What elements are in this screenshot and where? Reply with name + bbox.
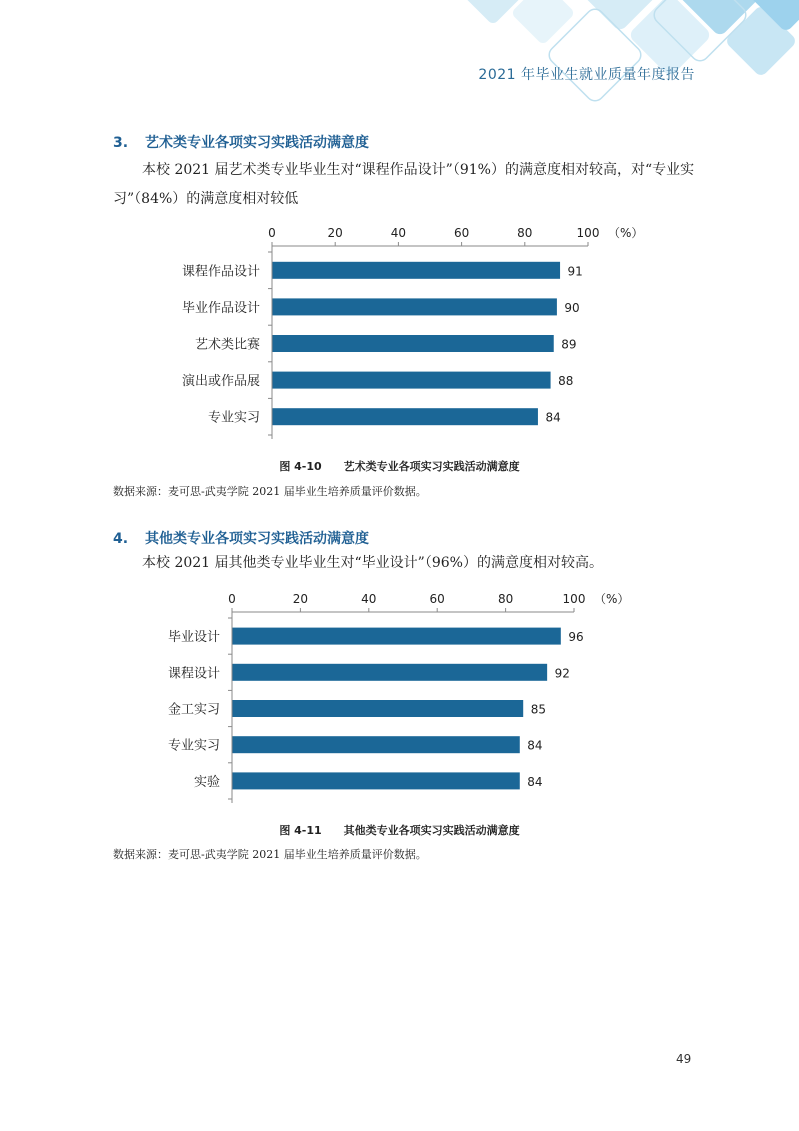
x-tick-label: 0 [268,226,276,240]
x-tick-label: 100 [562,592,586,606]
figure-number: 图 4-10 [279,460,322,473]
section-title: 艺术类专业各项实习实践活动满意度 [145,135,369,151]
x-tick-label: 100 [576,226,600,240]
figure-caption [0,822,799,838]
figure-number: 图 4-11 [279,824,322,837]
data-label: 96 [568,630,584,645]
category-label: 艺术类比赛 [194,337,260,353]
decorative-header-pattern [0,0,799,110]
data-label: 84 [545,410,561,425]
bar [233,628,561,645]
category-label: 金工实习 [167,702,220,718]
section-heading [113,132,369,152]
x-tick-label: 0 [228,592,236,606]
unit-label: （%） [594,592,630,606]
x-tick-label: 40 [361,592,377,606]
data-label: 92 [554,666,570,681]
data-label: 89 [561,337,577,352]
section-number: 4. [113,531,129,547]
section-heading [113,528,369,548]
unit-label: （%） [608,226,644,240]
category-label: 课程设计 [167,666,220,682]
bar-chart-art-majors [150,220,670,440]
x-tick-label: 20 [292,592,309,606]
x-tick-label: 60 [453,226,470,240]
category-label: 毕业设计 [167,630,220,646]
section-paragraph: 本校 2021 届其他类专业毕业生对“毕业设计”（96%）的满意度相对较高。 [142,555,603,571]
section-title: 其他类专业各项实习实践活动满意度 [145,531,369,547]
x-tick-label: 80 [517,226,533,240]
category-label: 课程作品设计 [181,264,260,280]
report-header-title: 2021 年毕业生就业质量年度报告 [478,67,695,83]
category-label: 专业实习 [207,410,260,426]
bar [233,664,548,681]
data-source-note: 数据来源：麦可思-武夷学院 2021 届毕业生培养质量评价数据。 [113,485,427,498]
section-number: 3. [113,135,129,151]
figure-caption [0,458,799,474]
category-label: 实验 [193,774,220,790]
category-label: 毕业作品设计 [181,300,260,316]
page-number: 49 [676,1052,692,1066]
figure-title: 其他类专业各项实习实践活动满意度 [343,824,520,837]
bar [233,736,520,753]
bar [273,408,538,425]
data-label: 90 [564,300,580,315]
data-label: 88 [558,374,574,389]
x-tick-label: 40 [390,226,407,240]
category-label: 专业实习 [167,738,220,754]
bar [233,700,524,717]
data-label: 84 [527,738,543,753]
bar [273,298,557,315]
data-source-note: 数据来源：麦可思-武夷学院 2021 届毕业生培养质量评价数据。 [113,848,427,861]
bar-chart-other-majors [150,586,670,806]
figure-title: 艺术类专业各项实习实践活动满意度 [343,460,520,473]
section-paragraph: 本校 2021 届艺术类专业毕业生对“课程作品设计”（91%）的满意度相对较高，对“专业实习”（84%）的满意度相对较低 [113,162,695,207]
bar [273,335,554,352]
x-tick-label: 60 [429,592,445,606]
x-tick-label: 20 [327,226,343,240]
data-label: 85 [530,702,546,717]
bar [273,372,551,389]
data-label: 84 [527,774,543,789]
data-label: 91 [567,264,583,279]
category-label: 演出或作品展 [181,374,260,390]
bar [233,772,520,789]
x-tick-label: 80 [497,592,514,606]
bar [273,262,561,279]
